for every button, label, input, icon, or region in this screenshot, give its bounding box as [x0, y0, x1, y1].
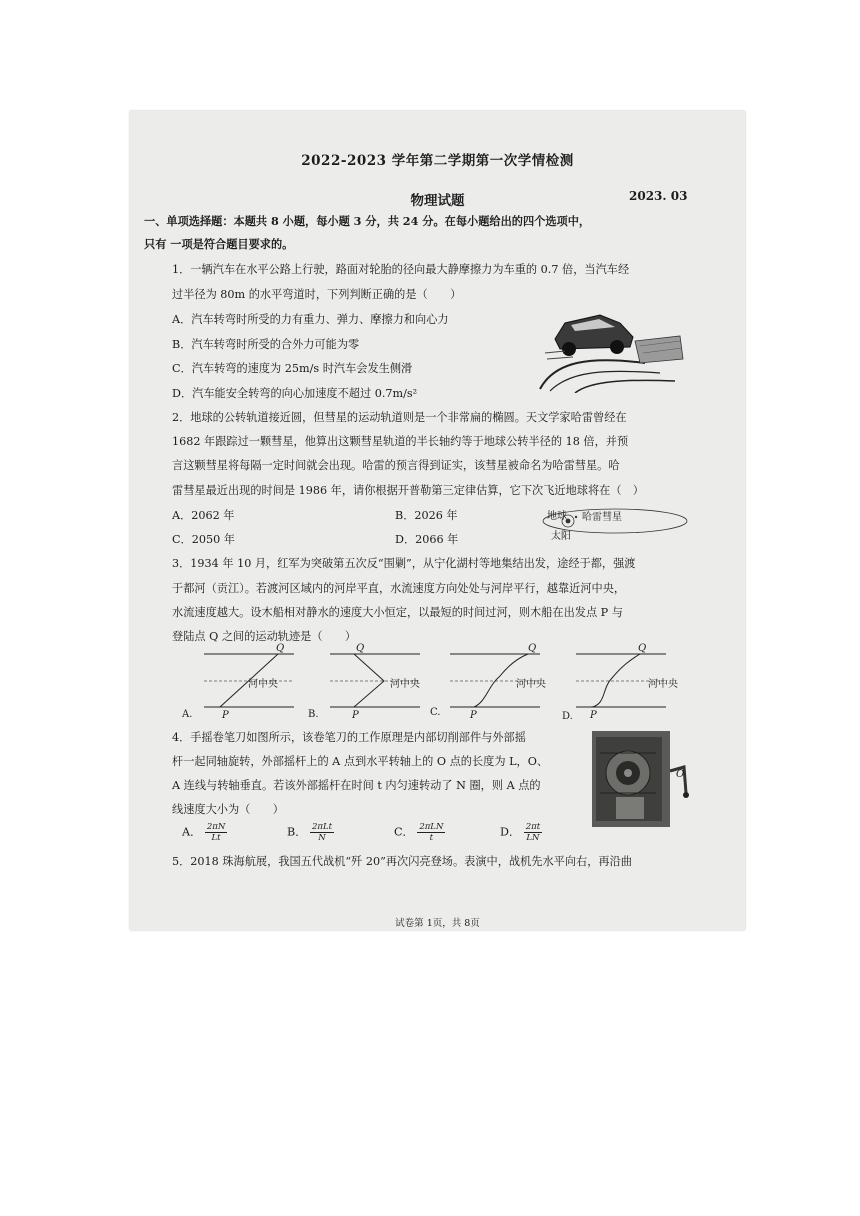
q2-line2: 1682 年跟踪过一颗彗星，他算出这颗彗星轨道的半长轴约等于地球公转半径的 18 倍，并预 — [172, 435, 629, 448]
q3-a-letter: A. — [182, 709, 193, 720]
q3-b-center-label: 河中央 — [390, 679, 420, 690]
q3-d-letter: D. — [562, 711, 573, 722]
q3-d-p-label: P — [590, 710, 597, 721]
exam-page — [130, 111, 745, 930]
q1-line2: 过半径为 80m 的水平弯道时，下列判断正确的是（ ） — [172, 288, 462, 301]
q4-option-a-numerator: 2πN — [206, 822, 226, 832]
exam-title: 2022-2023 学年第二学期第一次学情检测 — [301, 153, 574, 169]
q4-line1: 4．手摇卷笔刀如图所示，该卷笔刀的工作原理是内部切削部件与外部摇 — [172, 731, 526, 744]
q4-option-b-letter: B． — [287, 825, 307, 839]
q3-line1: 3．1934 年 10 月，红军为突破第五次反“围剿”，从宁化湖村等地集结出发，途经于都，强渡 — [172, 557, 636, 570]
exam-subtitle: 物理试题 — [410, 193, 465, 209]
q3-line2: 于都河（贡江）。若渡河区域内的河岸平直，水流速度方向处处与河岸平行，越靠近河中央， — [172, 582, 626, 595]
section-heading-line2: 只有 一项是符合题目要求的。 — [144, 237, 294, 251]
q3-b-q-label: Q — [356, 643, 365, 654]
q1-line1: 1．一辆汽车在水平公路上行驶，路面对轮胎的径向最大静摩擦力为车重的 0.7 倍，当汽车经 — [172, 263, 630, 276]
q5-line1: 5．2018 珠海航展，我国五代战机“歼 20”再次闪亮登场。表演中，战机先水平向右，再沿曲 — [172, 855, 632, 868]
q4-option-a-denominator: Lt — [211, 833, 221, 843]
q4-option-d — [500, 822, 542, 843]
page-footer: 试卷第 1页，共 8页 — [395, 918, 480, 929]
q4-line2: 杆一起同轴旋转，外部摇杆上的 A 点到水平转轴上的 O 点的长度为 L，O、 — [172, 755, 549, 768]
q4-option-a — [182, 822, 227, 843]
q4-option-b-denominator: N — [318, 833, 326, 843]
q2-option-c: C．2050 年 — [172, 533, 235, 546]
q4-option-b — [287, 822, 334, 843]
q4-option-b-numerator: 2πLt — [311, 822, 333, 832]
q3-b-letter: B. — [308, 709, 319, 720]
q4-option-b-fraction — [310, 822, 334, 843]
q3-line3: 水流速度越大。设木船相对静水的速度大小恒定，以最短的时间过河，则木船在出发点 P 与 — [172, 606, 623, 619]
q2-option-b: B．2026 年 — [395, 509, 458, 522]
car-on-curve-figure — [535, 301, 685, 393]
q3-a-p-label: P — [222, 710, 229, 721]
sun-label: 太阳 — [551, 531, 571, 542]
q4-option-c-fraction — [417, 822, 445, 843]
q1-option-d: D．汽车能安全转弯的向心加速度不超过 0.7m/s² — [172, 387, 418, 400]
q4-option-c-denominator: t — [429, 833, 434, 843]
q3-c-q-label: Q — [528, 643, 537, 654]
q3-b-p-label: P — [352, 710, 359, 721]
q3-line4: 登陆点 Q 之间的运动轨迹是（ ） — [172, 630, 357, 643]
q3-a-center-label: 河中央 — [248, 679, 278, 690]
comet-label: 哈雷彗星 — [582, 512, 622, 523]
q3-c-letter: C. — [430, 707, 441, 718]
q4-option-c — [394, 822, 445, 843]
q1-option-b: B．汽车转弯时所受的合外力可能为零 — [172, 338, 360, 351]
q4-option-d-letter: D． — [500, 825, 521, 839]
exam-date: 2023. 03 — [629, 189, 688, 203]
q4-option-c-numerator: 2πLN — [419, 822, 444, 832]
q3-d-q-label: Q — [638, 643, 647, 654]
q4-line4: 线速度大小为（ ） — [172, 803, 284, 816]
q2-option-d: D．2066 年 — [395, 533, 459, 546]
q4-option-d-fraction — [524, 822, 542, 843]
q4-option-a-fraction — [205, 822, 227, 843]
q1-option-a: A．汽车转弯时所受的力有重力、弹力、摩擦力和向心力 — [172, 313, 449, 326]
q4-line3: A 连线与转轴垂直。若该外部摇杆在时间 t 内匀速转动了 N 圈，则 A 点的 — [172, 779, 541, 792]
q2-line4: 雷彗星最近出现的时间是 1986 年，请你根据开普勒第三定律估算，它下次飞近地球将在（ ） — [172, 484, 644, 497]
q3-a-q-label: Q — [276, 643, 285, 654]
q3-c-center-label: 河中央 — [516, 679, 546, 690]
section-heading-line1: 一、单项选择题：本题共 8 小题，每小题 3 分，共 24 分。在每小题给出的四个选项中， — [144, 214, 591, 228]
q4-option-d-numerator: 2πt — [525, 822, 541, 832]
q3-c-p-label: P — [470, 710, 477, 721]
q2-option-a: A．2062 年 — [172, 509, 235, 522]
q4-option-a-letter: A． — [182, 825, 202, 839]
q3-d-center-label: 河中央 — [648, 679, 678, 690]
q2-line3: 言这颗彗星将每隔一定时间就会出现。哈雷的预言得到证实，该彗星被命名为哈雷彗星。哈 — [172, 459, 620, 472]
earth-label: 地球 — [547, 511, 567, 522]
q1-option-c: C．汽车转弯的速度为 25m/s 时汽车会发生侧滑 — [172, 362, 413, 375]
q4-option-d-denominator: LN — [526, 833, 540, 843]
q2-line1: 2．地球的公转轨道接近圆，但彗星的运动轨道则是一个非常扁的椭圆。天文学家哈雷曾经在 — [172, 411, 627, 424]
q4-o-label: O — [676, 769, 685, 780]
q4-option-c-letter: C． — [394, 825, 414, 839]
